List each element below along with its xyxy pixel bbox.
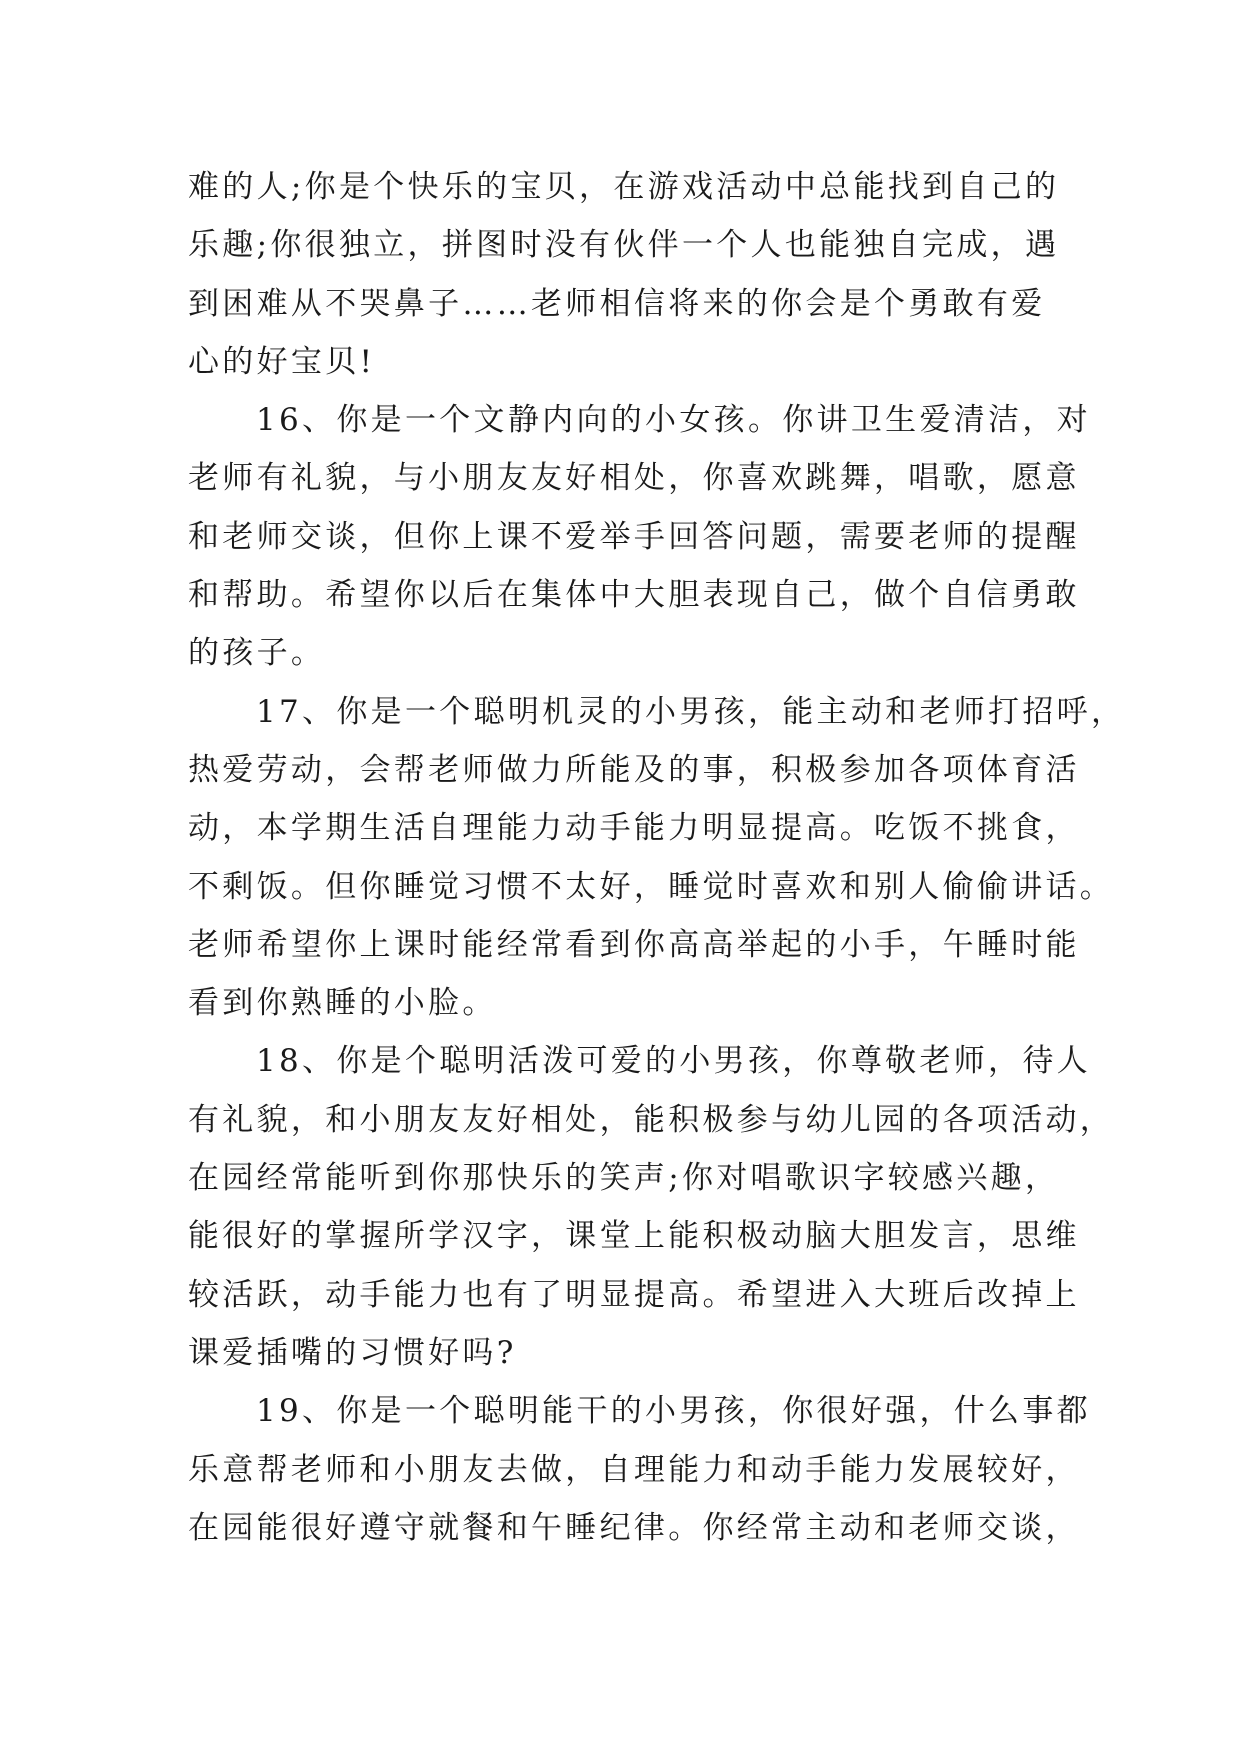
text-line: 在园经常能听到你那快乐的笑声;你对唱歌识字较感兴趣， — [188, 1160, 1060, 1197]
text-line: 到困难从不哭鼻子……老师相信将来的你会是个勇敢有爱 — [188, 285, 1046, 322]
text-line: 能很好的掌握所学汉字，课堂上能积极动脑大胆发言，思维 — [188, 1218, 1080, 1255]
text-line: 的孩子。 — [188, 635, 326, 672]
text-line: 乐意帮老师和小朋友去做，自理能力和动手能力发展较好， — [188, 1451, 1080, 1488]
paragraph-17-first-line: 17、你是一个聪明机灵的小男孩，能主动和老师打招呼， — [256, 693, 1126, 730]
text-line: 热爱劳动，会帮老师做力所能及的事，积极参加各项体育活 — [188, 751, 1080, 788]
text-line: 难的人;你是个快乐的宝贝，在游戏活动中总能找到自己的 — [188, 169, 1060, 205]
text-line: 在园能很好遵守就餐和午睡纪律。你经常主动和老师交谈， — [188, 1509, 1080, 1546]
text-line: 乐趣;你很独立，拼图时没有伙伴一个人也能独自完成，遇 — [188, 227, 1060, 264]
text-line: 和老师交谈，但你上课不爱举手回答问题，需要老师的提醒 — [188, 518, 1080, 555]
paragraph-18-first-line: 18、你是个聪明活泼可爱的小男孩，你尊敬老师，待人 — [256, 1043, 1091, 1080]
text-line: 较活跃，动手能力也有了明显提高。希望进入大班后改掉上 — [188, 1276, 1080, 1313]
text-line: 老师希望你上课时能经常看到你高高举起的小手，午睡时能 — [188, 926, 1080, 963]
text-line: 心的好宝贝! — [188, 343, 376, 380]
text-line: 和帮助。希望你以后在集体中大胆表现自己，做个自信勇敢 — [188, 577, 1080, 614]
text-line: 有礼貌，和小朋友友好相处，能积极参与幼儿园的各项活动， — [188, 1101, 1115, 1138]
text-line: 课爱插嘴的习惯好吗? — [188, 1334, 517, 1371]
text-line: 不剩饭。但你睡觉习惯不太好，睡觉时喜欢和别人偷偷讲话。 — [188, 868, 1115, 905]
text-line: 老师有礼貌，与小朋友友好相处，你喜欢跳舞，唱歌，愿意 — [188, 460, 1080, 497]
paragraph-19-first-line: 19、你是一个聪明能干的小男孩，你很好强，什么事都 — [256, 1393, 1091, 1430]
text-line: 看到你熟睡的小脸。 — [188, 985, 497, 1022]
document-body — [188, 158, 1126, 1557]
text-line: 动，本学期生活自理能力动手能力明显提高。吃饭不挑食， — [188, 810, 1080, 847]
paragraph-16-first-line: 16、你是一个文静内向的小女孩。你讲卫生爱清洁，对 — [256, 402, 1091, 439]
